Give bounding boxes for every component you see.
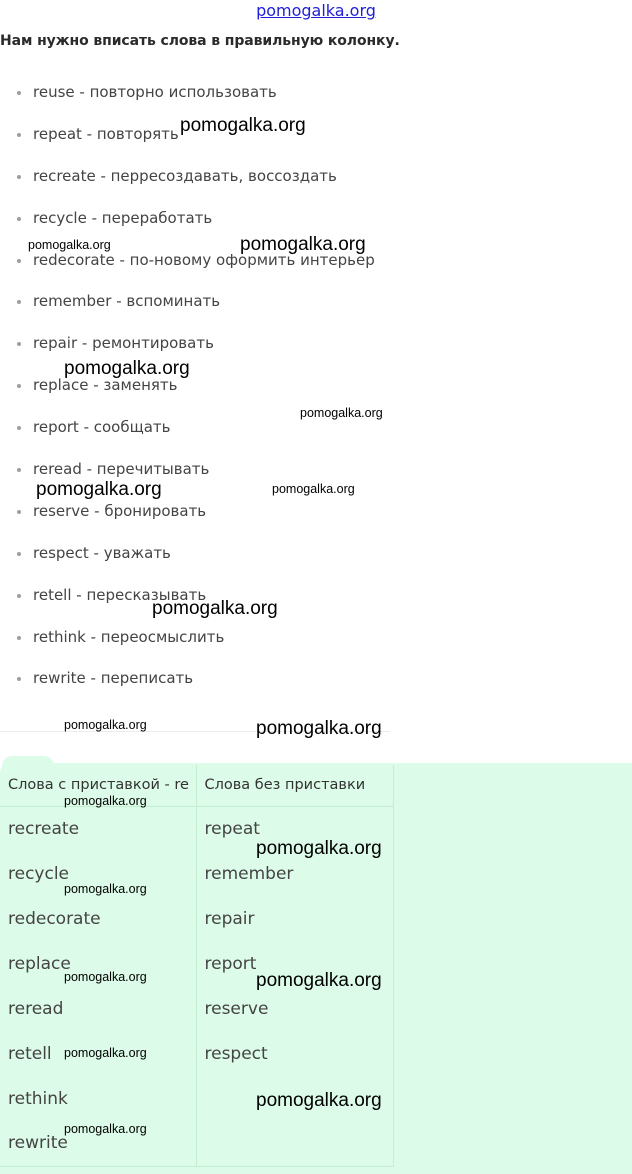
- watermark: pomogalka.org: [64, 1046, 147, 1060]
- table-cell: retell: [0, 1031, 196, 1076]
- table-row: [0, 1031, 393, 1076]
- table-cell: recreate: [0, 806, 196, 851]
- table-cell: recycle: [0, 851, 196, 896]
- list-item: reread - перечитывать: [14, 459, 375, 501]
- list-item: respect - уважать: [14, 543, 375, 585]
- header-with-prefix: Слова с приставкой - re: [0, 765, 196, 806]
- table-cell: reserve: [196, 986, 393, 1031]
- table-cell: redecorate: [0, 896, 196, 941]
- watermark: pomogalka.org: [152, 598, 278, 619]
- header-without-prefix: Слова без приставки: [196, 765, 393, 806]
- table-row: [0, 986, 393, 1031]
- watermark: pomogalka.org: [256, 1090, 382, 1111]
- watermark: pomogalka.org: [64, 882, 147, 896]
- list-item: report - сообщать: [14, 417, 375, 459]
- watermark: pomogalka.org: [272, 482, 355, 496]
- intro-text: Нам нужно вписать слова в правильную колонку.: [0, 33, 400, 49]
- table-cell: repeat: [196, 806, 393, 851]
- table-cell: respect: [196, 1031, 393, 1076]
- table-header-row: [0, 765, 393, 806]
- list-item: retell - пересказывать: [14, 585, 375, 627]
- table-cell: reread: [0, 986, 196, 1031]
- table-cell: [196, 1121, 393, 1166]
- list-item: redecorate - по-новому оформить интерьер: [14, 250, 375, 292]
- site-link[interactable]: pomogalka.org: [256, 1, 376, 20]
- list-item: repeat - повторять: [14, 124, 375, 166]
- watermark: pomogalka.org: [256, 970, 382, 991]
- watermark: pomogalka.org: [64, 970, 147, 984]
- list-item: replace - заменять: [14, 375, 375, 417]
- watermark: pomogalka.org: [64, 358, 190, 379]
- watermark: pomogalka.org: [180, 115, 306, 136]
- table-row: [0, 896, 393, 941]
- table-cell: rewrite: [0, 1121, 196, 1166]
- list-item: reuse - повторно использовать: [14, 82, 375, 124]
- table-cell: report: [196, 941, 393, 986]
- watermark: pomogalka.org: [256, 718, 382, 739]
- table-row: [0, 1121, 393, 1166]
- watermark: pomogalka.org: [64, 794, 147, 808]
- table-cell: replace: [0, 941, 196, 986]
- watermark: pomogalka.org: [256, 838, 382, 859]
- table-cell: rethink: [0, 1076, 196, 1121]
- list-item: remember - вспоминать: [14, 291, 375, 333]
- watermark: pomogalka.org: [240, 234, 366, 255]
- list-item: recreate - перресоздавать, воссоздать: [14, 166, 375, 208]
- list-item: rewrite - переписать: [14, 668, 375, 710]
- watermark: pomogalka.org: [64, 1122, 147, 1136]
- table-cell: remember: [196, 851, 393, 896]
- watermark: pomogalka.org: [36, 479, 162, 500]
- table-cell: repair: [196, 896, 393, 941]
- list-item: reserve - бронировать: [14, 501, 375, 543]
- watermark: pomogalka.org: [28, 238, 111, 252]
- watermark: pomogalka.org: [300, 406, 383, 420]
- list-item: recycle - переработать: [14, 208, 375, 250]
- list-item: rethink - переосмыслить: [14, 627, 375, 669]
- watermark: pomogalka.org: [64, 718, 147, 732]
- site-header: [0, 1, 632, 20]
- list-item: repair - ремонтировать: [14, 333, 375, 375]
